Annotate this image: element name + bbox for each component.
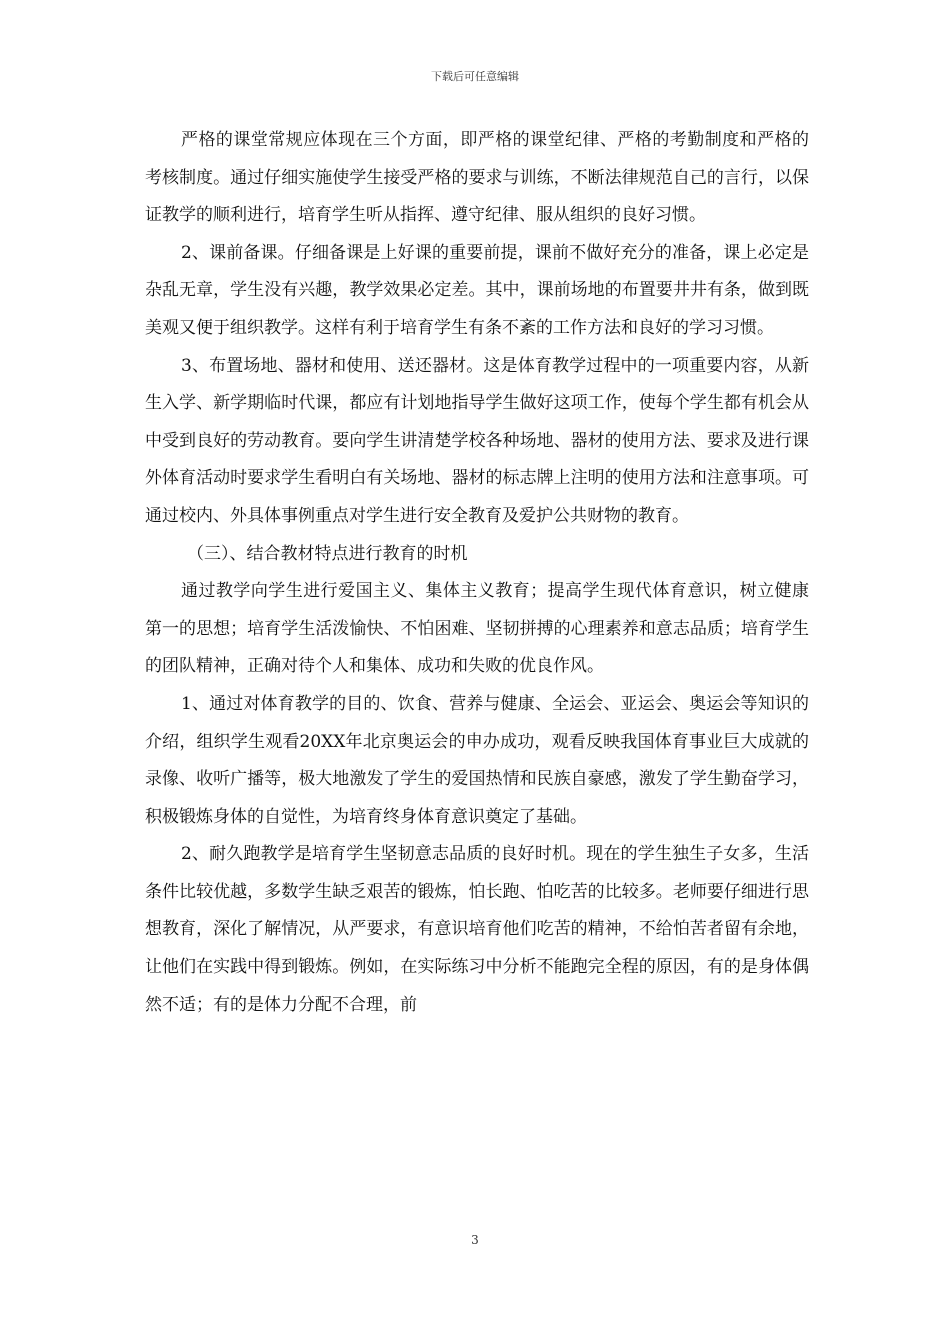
paragraph-classroom-rules: 严格的课堂常规应体现在三个方面，即严格的课堂纪律、严格的考勤制度和严格的考核制度。通过仔细实施使学生接受严格的要求与训练，不断法律规范自己的言行，以保证教学的顺利进行，培育学生听从指挥、遵守纪律、服从组织的良好习惯。 xyxy=(145,130,809,226)
document-body xyxy=(145,122,809,1024)
paragraph-endurance-run: 2、耐久跑教学是培育学生坚韧意志品质的良好时机。现在的学生独生子女多，生活条件比较优越，多数学生缺乏艰苦的锻炼，怕长跑、怕吃苦的比较多。老师要仔细进行思想教育，深化了解情况，从严要求，有意识培育他们吃苦的精神，不给怕苦者留有余地，让他们在实践中得到锻炼。例如，在实际练习中分析不能跑完全程的原因，有的是身体偶然不适；有的是体力分配不合理，前 xyxy=(145,844,809,1015)
page-header: 下载后可任意编辑 xyxy=(431,70,519,83)
page-number: 3 xyxy=(471,1233,479,1247)
paragraph-education-intro: 通过教学向学生进行爱国主义、集体主义教育；提高学生现代体育意识，树立健康第一的思想；培育学生活泼愉快、不怕困难、坚韧拼搏的心理素养和意志品质；培育学生的团队精神，正确对待个人和集体、成功和失败的优良作风。 xyxy=(145,581,809,677)
paragraph-patriotism: 1、通过对体育教学的目的、饮食、营养与健康、全运会、亚运会、奥运会等知识的介绍，组织学生观看20XX年北京奥运会的申办成功，观看反映我国体育事业巨大成就的录像、收听广播等，极大地激发了学生的爱国热情和民族自豪感，激发了学生勤奋学习，积极锻炼身体的自觉性，为培育终身体育意识奠定了基础。 xyxy=(145,693,809,827)
section-heading: （三）、结合教材特点进行教育的时机 xyxy=(187,543,468,564)
paragraph-equipment: 3、布置场地、器材和使用、送还器材。这是体育教学过程中的一项重要内容，从新生入学、新学期临时代课，都应有计划地指导学生做好这项工作，使每个学生都有机会从中受到良好的劳动教育。要向学生讲清楚学校各种场地、器材的使用方法、要求及进行课外体育活动时要求学生看明白有关场地、器材的标志牌上注明的使用方法和注意事项。可通过校内、外具体事例重点对学生进行安全教育及爱护公共财物的教育。 xyxy=(145,355,809,526)
paragraph-lesson-preparation: 2、课前备课。仔细备课是上好课的重要前提，课前不做好充分的准备，课上必定是杂乱无章，学生没有兴趣，教学效果必定差。其中，课前场地的布置要井井有条，做到既美观又便于组织教学。这样有利于培育学生有条不紊的工作方法和良好的学习习惯。 xyxy=(145,242,809,338)
